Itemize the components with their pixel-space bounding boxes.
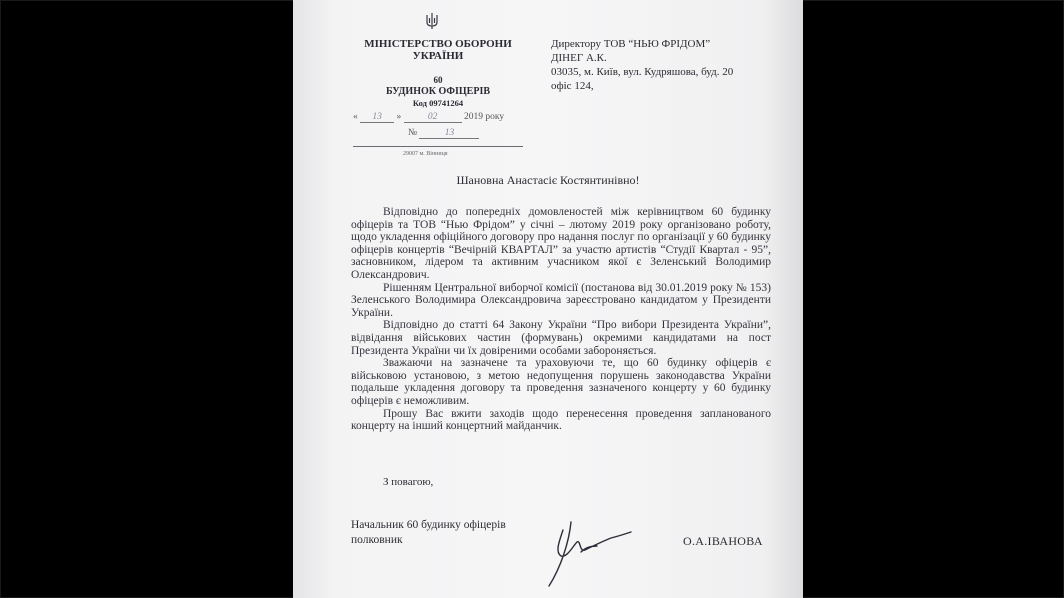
city-line: 29007 м. Вінниця	[403, 151, 448, 157]
ministry-country: УКРАЇНИ	[412, 50, 464, 62]
header-divider	[353, 146, 523, 147]
closing-regards: З повагою,	[383, 476, 434, 488]
signer-name: О.А.ІВАНОВА	[683, 534, 763, 548]
paragraph: Рішенням Центральної виборчої комісії (постанова від 30.01.2019 року № 153) Зеленського Володимира Олександровича зареєстровано кандидатом у Президенти України.	[351, 281, 771, 319]
addressee-office: офіс 124,	[551, 80, 594, 92]
unit-name: БУДИНОК ОФІЦЕРІВ	[385, 86, 491, 97]
handwritten-signature	[541, 512, 641, 592]
date-day: 13	[360, 112, 394, 123]
letter-number: № 13	[408, 128, 479, 139]
number-value: 13	[419, 128, 479, 139]
trident-emblem-icon	[425, 12, 439, 30]
ministry-name: МІНІСТЕРСТВО ОБОРОНИ	[364, 38, 512, 50]
paragraph: Зважаючи на зазначене та ураховуючи те, що 60 будинку офіцерів є військовою установою, з метою недопущення порушень законодавства України подальше укладення договору та проведення зазначеного концерту у 60 будинку офіцерів є неможливим.	[351, 357, 771, 407]
addressee-title: Директору ТОВ “НЬЮ ФРІДОМ”	[551, 38, 711, 50]
unit-number: 60	[433, 75, 443, 85]
date-year: 2019 року	[464, 112, 505, 122]
addressee-name: ДІНЕГ А.К.	[551, 52, 607, 64]
greeting: Шановна Анастасіє Костянтинівно!	[456, 173, 640, 187]
paragraph: Відповідно до попередніх домовленостей між керівництвом 60 будинку офіцерів та ТОВ “Нью Фрідом” у січні – лютому 2019 року організовано роботу, щодо укладення офіційного договору про надання послуг по організації у 60 будинку офіцерів концертів “Вечірній КВАРТАЛ” за участю артистів “Студії Квартал - 95”, засновником, лідером та активним учасником якої є Зеленський Володимир Олександрович.	[351, 206, 771, 281]
letter-page	[293, 0, 803, 598]
addressee-address: 03035, м. Київ, вул. Кудряшова, буд. 20	[551, 66, 734, 78]
letter-body	[351, 206, 771, 433]
date-month: 02	[404, 112, 462, 123]
signer-title: Начальник 60 будинку офіцерів	[351, 519, 506, 531]
paragraph: Прошу Вас вжити заходів щодо перенесення проведення запланованого концерту на інший концертний майданчик.	[351, 407, 771, 433]
letter-date: « 13 » 02 2019 року	[353, 112, 505, 122]
unit-code: Код 09741264	[412, 98, 464, 108]
signer-rank: полковник	[351, 534, 403, 546]
paragraph: Відповідно до статті 64 Закону України “Про вибори Президента України”, відвідання військових частин (формувань) окремими кандидатами на пост Президента України чи їх довіреними особами забороняється.	[351, 319, 771, 357]
